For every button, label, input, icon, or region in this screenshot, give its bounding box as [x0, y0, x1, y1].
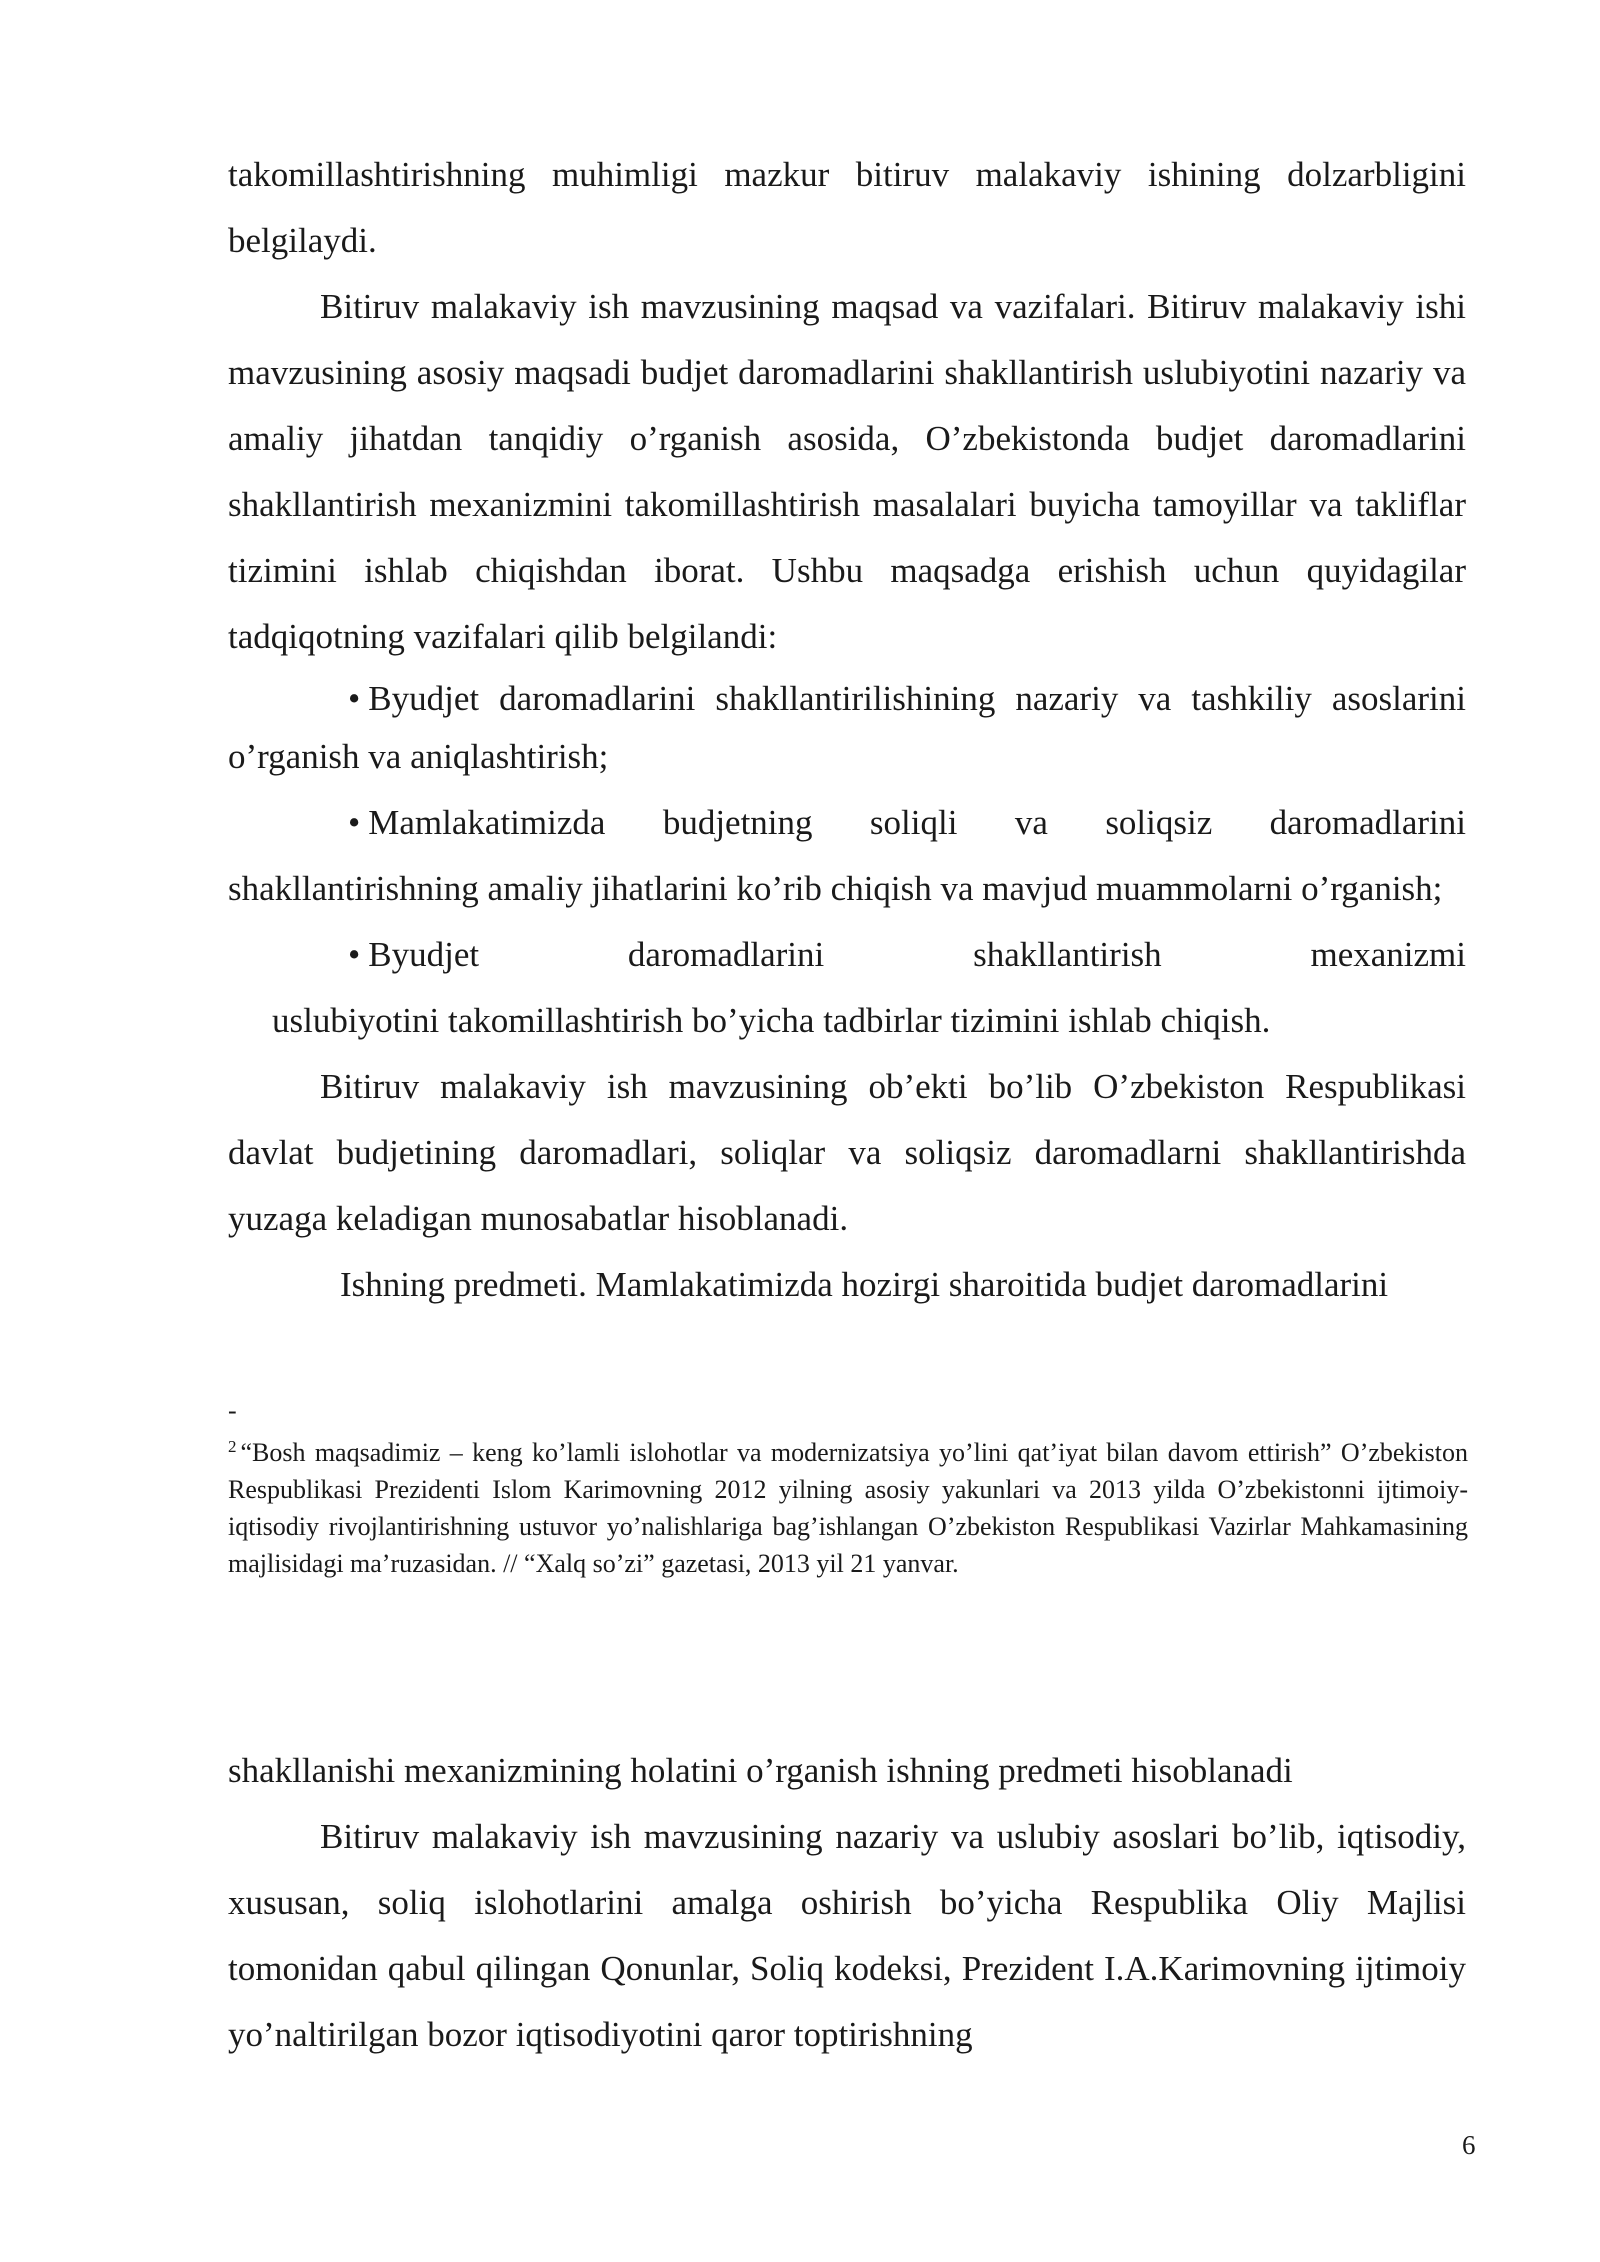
footnote: [228, 1428, 1468, 1582]
list-item: [228, 670, 1466, 786]
paragraph-continuation: takomillashtirishning muhimligi mazkur bitiruv malakaviy ishining dolzarbligini belgilaydi.: [228, 155, 1466, 260]
paragraph-foundations: Bitiruv malakaviy ish mavzusining nazariy va uslubiy asoslari bo’lib, iqtisodiy, xususan, soliq islohotlarini amalga oshirish bo’yicha Respublika Oliy Majlisi tomonidan qabul qilingan Qonunlar, Soliq kodeksi, Prezident I.A.Karimovning ijtimoiy yo’naltirilgan bozor iqtisodiyotini qaror toptirishning: [228, 1817, 1466, 2054]
list-item-text: Mamlakatimizda budjetning soliqli va soliqsiz daromadlarini shakllantirishning amaliy jihatlarini ko’rib chiqish va mavjud muammolarni o’rganish;: [228, 803, 1466, 908]
list-item-continuation: uslubiyotini takomillashtirish bo’yicha tadbirlar tizimini ishlab chiqish.: [272, 1001, 1271, 1040]
page-number: 6: [1462, 2130, 1476, 2160]
paragraph-object: Bitiruv malakaviy ish mavzusining ob’ekti bo’lib O’zbekiston Respublikasi davlat budjetining daromadlari, soliqlar va soliqsiz daromadlarni shakllantirishda yuzaga keladigan munosabatlar hisoblanadi.: [228, 1067, 1466, 1238]
bullet-icon: •: [348, 935, 361, 974]
bullet-icon: •: [348, 679, 361, 718]
footnote-separator: -: [228, 1396, 237, 1425]
list-item-text: Byudjet daromadlarini shakllantirish mexanizmi: [368, 935, 1466, 974]
footnote-number: 2: [228, 1437, 237, 1456]
list-item: [228, 790, 1466, 922]
body-text-bottom: [228, 1738, 1466, 2068]
paragraph-goals: Bitiruv malakaviy ish mavzusining maqsad va vazifalari. Bitiruv malakaviy ishi mavzusining asosiy maqsadi budjet daromadlarini shakllantirish uslubiyotini nazariy va amaliy jihatdan tanqidiy o’rganish asosida, O’zbekistonda budjet daromadlarini shakllantirish mexanizmini takomillashtirish masalalari buyicha tamoyillar va takliflar tizimini ishlab chiqishdan iborat. Ushbu maqsadga erishish uchun quyidagilar tadqiqotning vazifalari qilib belgilandi:: [228, 287, 1466, 656]
list-item-text: Byudjet daromadlarini shakllantirilishining nazariy va tashkiliy asoslarini o’rganish va aniqlashtirish;: [228, 679, 1466, 776]
body-text-top: [228, 142, 1466, 1318]
task-list: [228, 670, 1466, 786]
list-item: [228, 922, 1466, 988]
bullet-icon: •: [348, 803, 361, 842]
footnote-text-block: [228, 1428, 1468, 1582]
footnote-text: “Bosh maqsadimiz – keng ko’lamli islohotlar va modernizatsiya yo’lini qat’iyat bilan davom ettirish” O’zbekiston Respublikasi Prezidenti Islom Karimovning 2012 yilning asosiy yakunlari va 2013 yilda O’zbekistonni ijtimoiy-iqtisodiy rivojlantirishning ustuvor yo’nalishlariga bag’ishlangan O’zbekiston Respublikasi Vazirlar Mahkamasining majlisidagi ma’ruzasidan. // “Xalq so’zi” gazetasi, 2013 yil 21 yanvar.: [228, 1438, 1468, 1578]
paragraph-subject: Ishning predmeti. Mamlakatimizda hozirgi sharoitida budjet daromadlarini: [340, 1265, 1389, 1304]
paragraph-subject-continuation: shakllanishi mexanizmining holatini o’rganish ishning predmeti hisoblanadi: [228, 1751, 1293, 1790]
